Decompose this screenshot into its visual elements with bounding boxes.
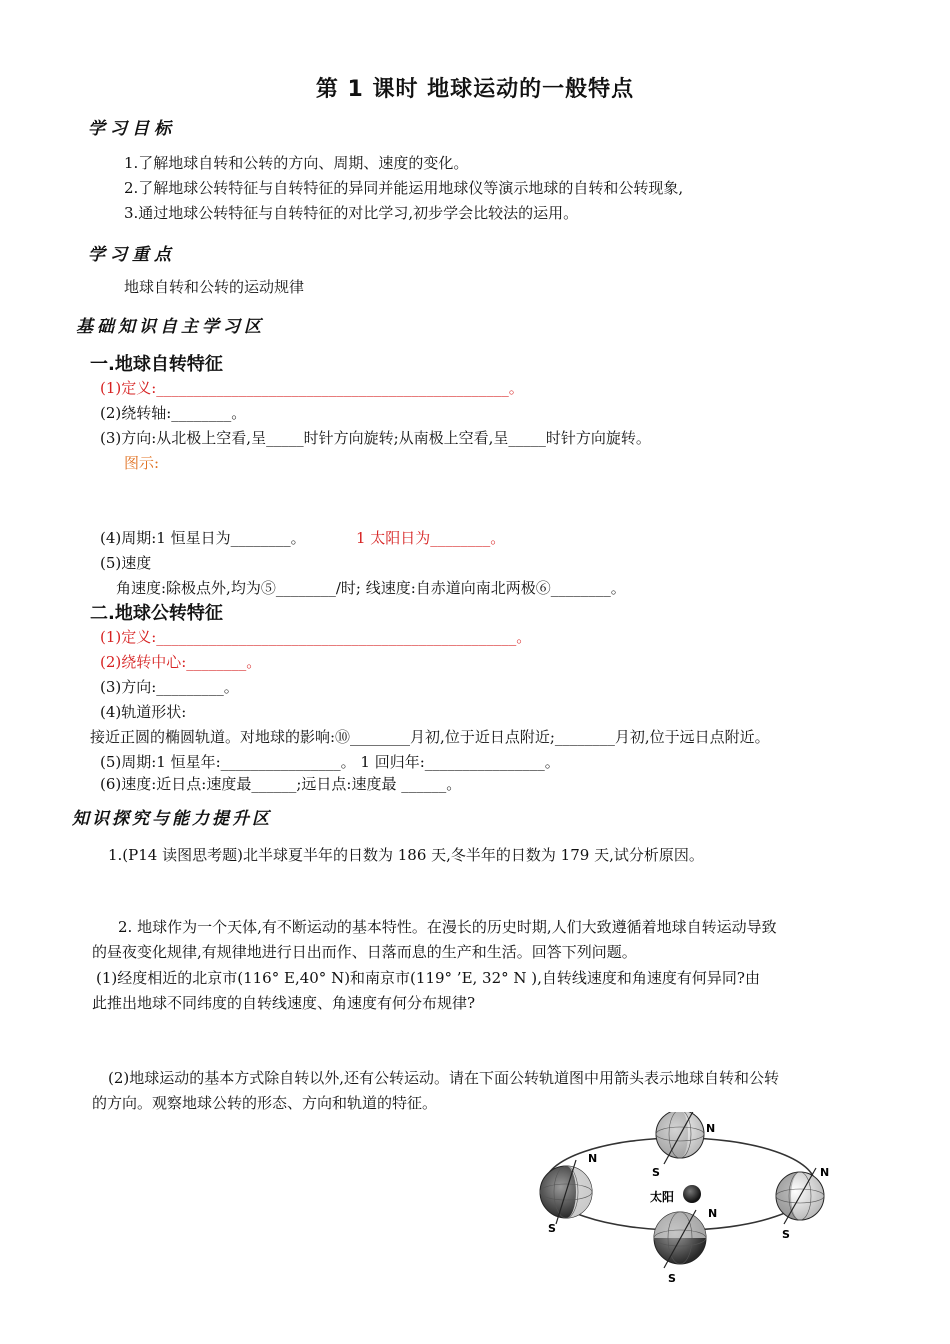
rotation-speed-detail: 角速度:除极点外,均为⑤________/时; 线速度:自赤道向南北两极⑥________。 (116, 579, 626, 597)
earth-right-north: N (820, 1166, 830, 1179)
sun-icon (683, 1185, 701, 1203)
revolution-period: (5)周期:1 恒星年:________________。 1 回归年:________________。 (100, 753, 560, 771)
page-title: 第 1 课时 地球运动的一般特点 (315, 77, 635, 102)
rotation-period-sidereal: (4)周期:1 恒星日为________。 (100, 529, 306, 547)
earth-left-south: S (548, 1222, 556, 1235)
earth-left-icon (540, 1160, 592, 1224)
revolution-orbit: (4)轨道形状: (100, 703, 187, 721)
revolution-definition: (1)定义:________________________________________________。 (100, 628, 532, 646)
earth-left-north: N (588, 1152, 598, 1165)
explore-heading: 知识探究与能力提升区 (72, 809, 272, 829)
question-2-line-1: 2. 地球作为一个天体,有不断运动的基本特性。在漫长的历史时期,人们大致遵循着地球自转运动导致 (118, 918, 777, 936)
rotation-heading: 一.地球自转特征 (90, 354, 223, 375)
earth-bottom-north: N (708, 1207, 718, 1220)
revolution-center: (2)绕转中心:________。 (100, 653, 262, 671)
objectives-heading: 学习目标 (88, 119, 176, 139)
revolution-heading: 二.地球公转特征 (90, 603, 223, 624)
rotation-axis: (2)绕转轴:________。 (100, 404, 247, 422)
question-2-2-line-1: (2)地球运动的基本方式除自转以外,还有公转运动。请在下面公转轨道图中用箭头表示地球自转和公转 (108, 1069, 780, 1087)
question-2-1-line-2: 此推出地球不同纬度的自转线速度、角速度有何分布规律? (92, 994, 476, 1012)
keypoints-text: 地球自转和公转的运动规律 (124, 278, 305, 296)
basic-heading: 基础知识自主学习区 (76, 317, 265, 337)
rotation-direction: (3)方向:从北极上空看,呈_____时针方向旋转;从南极上空看,呈_____时针方向旋转。 (100, 429, 651, 447)
earth-top-icon (656, 1112, 704, 1164)
earth-right-south: S (782, 1228, 790, 1241)
revolution-speed: (6)速度:近日点:速度最______;远日点:速度最 ______。 (100, 775, 462, 793)
objective-item-3: 3.通过地球公转特征与自转特征的对比学习,初步学会比较法的运用。 (124, 204, 579, 222)
earth-bottom-south: S (668, 1272, 676, 1285)
rotation-definition: (1)定义:_______________________________________________。 (100, 379, 524, 397)
objective-item-1: 1.了解地球自转和公转的方向、周期、速度的变化。 (124, 154, 469, 172)
sun-label: 太阳 (650, 1190, 675, 1204)
objective-item-2: 2.了解地球公转特征与自转特征的异同并能运用地球仪等演示地球的自转和公转现象, (124, 179, 684, 197)
revolution-orbit-detail: 接近正圆的椭圆轨道。对地球的影响:⑩________月初,位于近日点附近;________月初,位于远日点附近。 (90, 728, 770, 746)
question-2-line-2: 的昼夜变化规律,有规律地进行日出而作、日落而息的生产和生活。回答下列问题。 (92, 943, 637, 961)
earth-top-north: N (706, 1122, 716, 1135)
keypoints-heading: 学习重点 (88, 245, 176, 265)
rotation-speed: (5)速度 (100, 554, 152, 572)
earth-top-south: S (652, 1166, 660, 1179)
rotation-diagram-label: 图示: (124, 454, 160, 472)
earth-orbit-diagram (528, 1112, 838, 1287)
earth-bottom-icon (654, 1210, 706, 1268)
question-1: 1.(P14 读图思考题)北半球夏半年的日数为 186 天,冬半年的日数为 179 天,试分析原因。 (108, 846, 704, 864)
rotation-period-solar: 1 太阳日为________。 (356, 529, 506, 547)
revolution-direction: (3)方向:_________。 (100, 678, 239, 696)
question-2-2-line-2: 的方向。观察地球公转的形态、方向和轨道的特征。 (92, 1094, 438, 1112)
question-2-1-line-1: (1)经度相近的北京市(116° E,40° N)和南京市(119° ’E, 32° N ),自转线速度和角速度有何异同?由 (96, 969, 760, 987)
earth-right-icon (776, 1168, 824, 1224)
